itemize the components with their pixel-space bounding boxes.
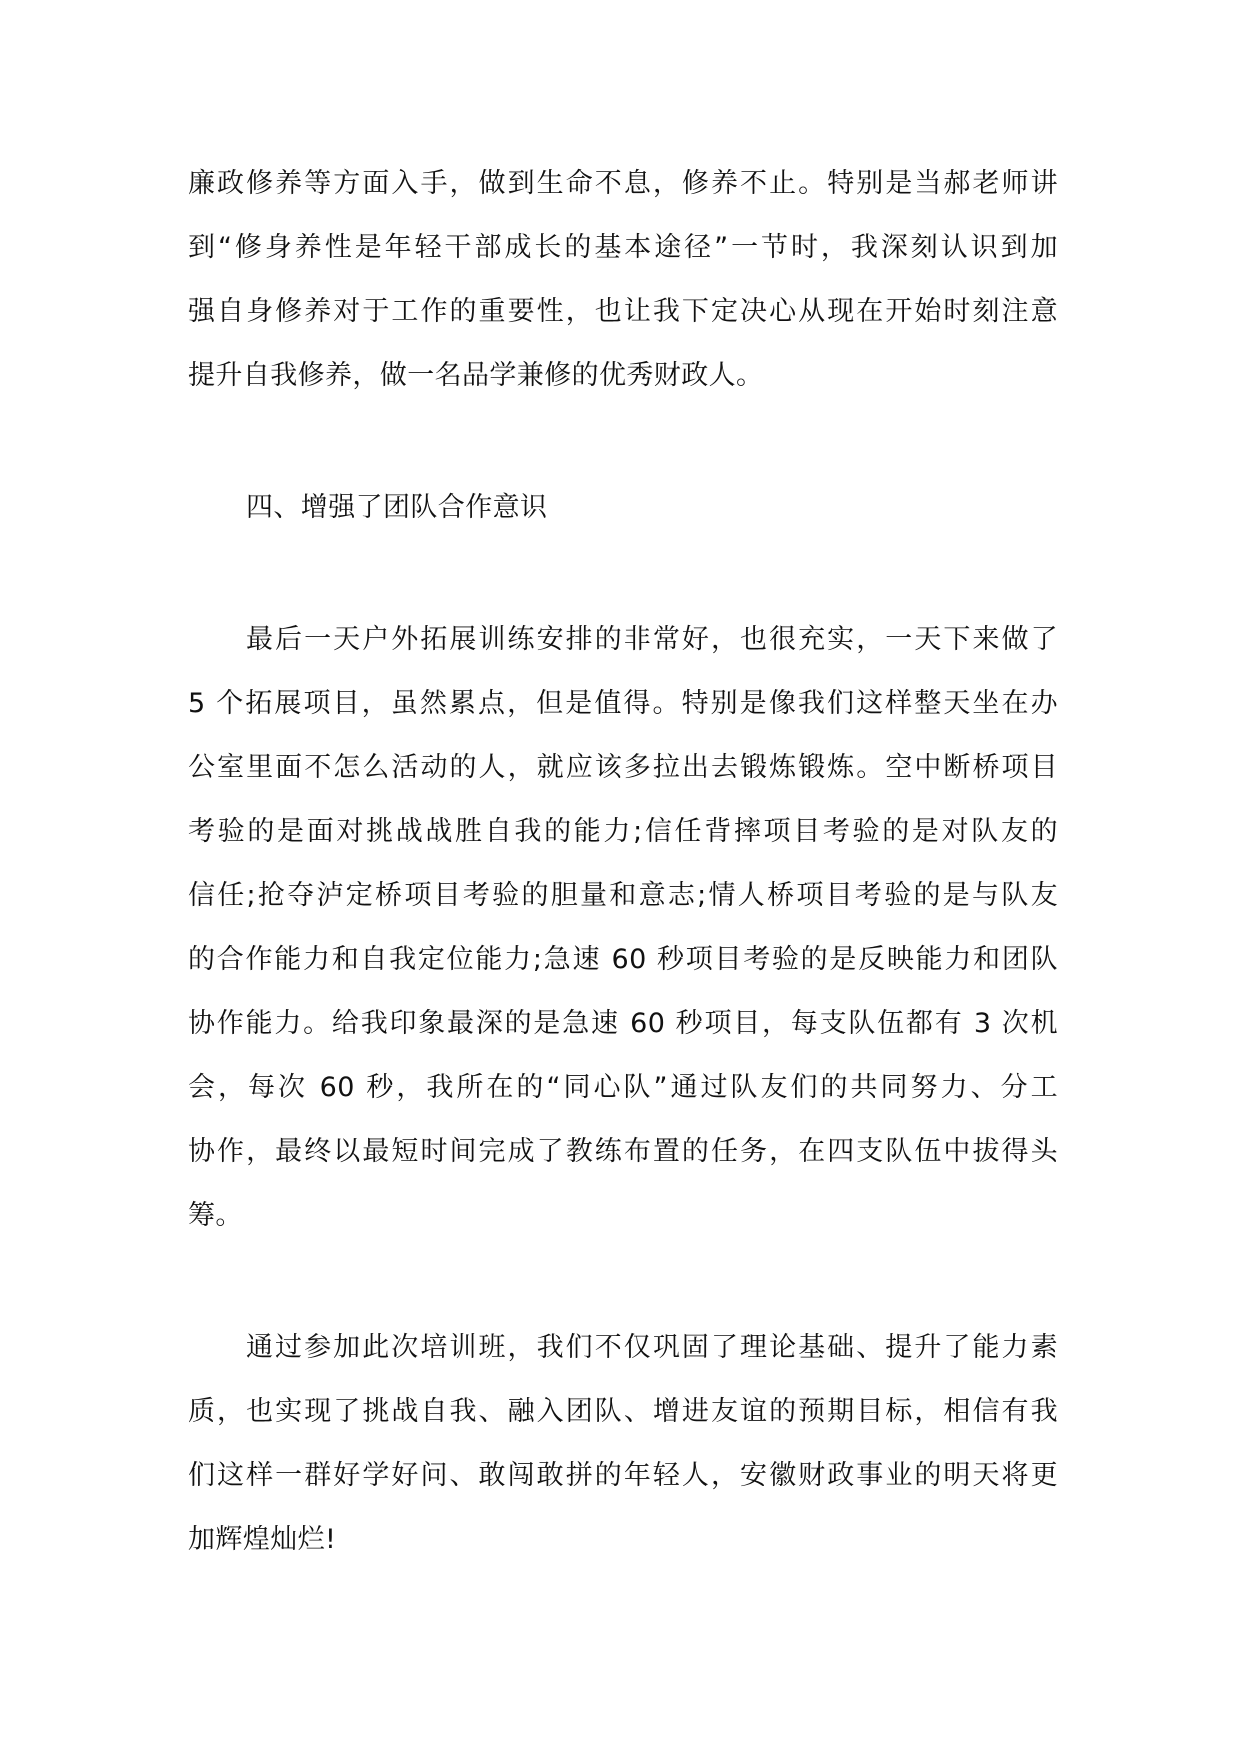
text-line: 廉政修养等方面入手，做到生命不息，修养不止。特别是当郝老师讲 — [188, 168, 1058, 199]
section-heading: 四、增强了团队合作意识 — [246, 492, 548, 523]
text-line: 协作能力。给我印象最深的是急速 60 秒项目，每支队伍都有 3 次机 — [188, 1008, 1058, 1039]
text-line: 加辉煌灿烂! — [188, 1524, 337, 1555]
text-line: 提升自我修养，做一名品学兼修的优秀财政人。 — [188, 360, 764, 391]
text-line: 协作，最终以最短时间完成了教练布置的任务，在四支队伍中拔得头 — [188, 1136, 1058, 1167]
text-line: 5 个拓展项目，虽然累点，但是值得。特别是像我们这样整天坐在办 — [188, 688, 1058, 719]
text-line: 公室里面不怎么活动的人，就应该多拉出去锻炼锻炼。空中断桥项目 — [188, 752, 1058, 783]
text-line: 最后一天户外拓展训练安排的非常好，也很充实，一天下来做了 — [246, 624, 1058, 655]
text-line: 筹。 — [188, 1200, 243, 1231]
text-line: 到“修身养性是年轻干部成长的基本途径”一节时，我深刻认识到加 — [188, 232, 1058, 263]
text-line: 强自身修养对于工作的重要性，也让我下定决心从现在开始时刻注意 — [188, 296, 1058, 327]
text-line: 们这样一群好学好问、敢闯敢拼的年轻人，安徽财政事业的明天将更 — [188, 1460, 1058, 1491]
text-line: 考验的是面对挑战战胜自我的能力;信任背摔项目考验的是对队友的 — [188, 816, 1058, 847]
text-line: 通过参加此次培训班，我们不仅巩固了理论基础、提升了能力素 — [246, 1332, 1058, 1363]
text-line: 信任;抢夺泸定桥项目考验的胆量和意志;情人桥项目考验的是与队友 — [188, 880, 1058, 911]
text-line: 质，也实现了挑战自我、融入团队、增进友谊的预期目标，相信有我 — [188, 1396, 1058, 1427]
text-line: 会，每次 60 秒，我所在的“同心队”通过队友们的共同努力、分工 — [188, 1072, 1058, 1103]
text-line: 的合作能力和自我定位能力;急速 60 秒项目考验的是反映能力和团队 — [188, 944, 1058, 975]
